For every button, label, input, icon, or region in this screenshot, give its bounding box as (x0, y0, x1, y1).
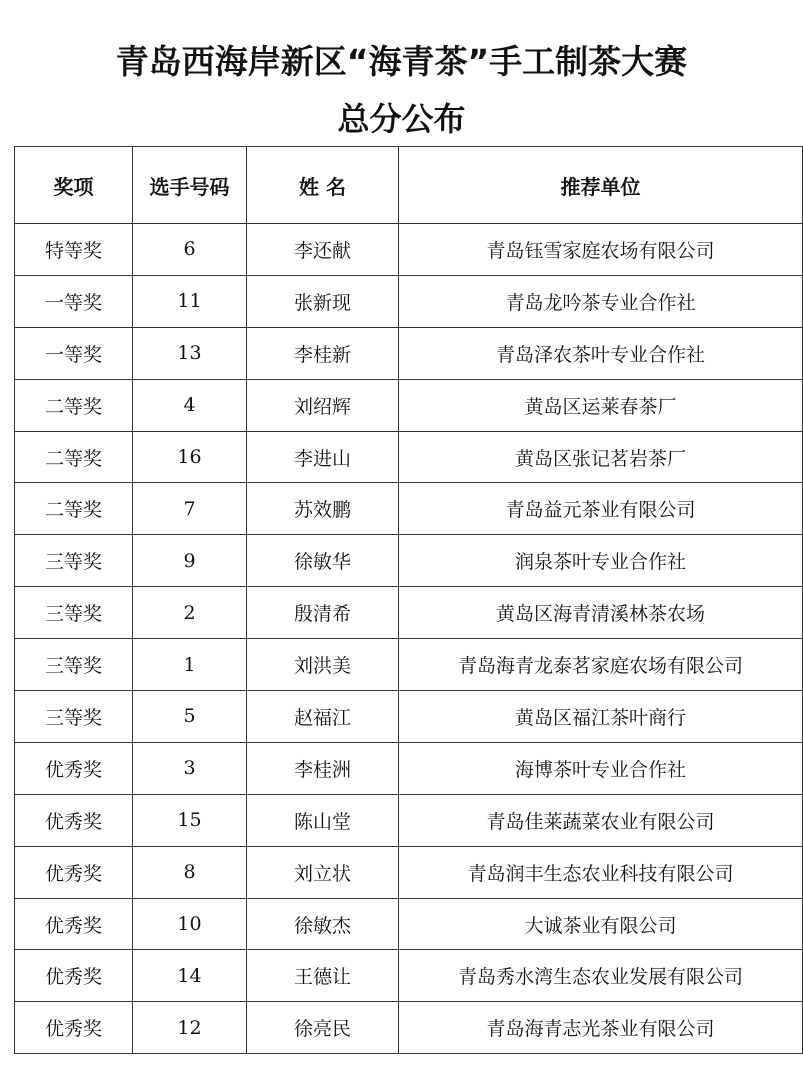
cell-number: 6 (133, 224, 247, 276)
cell-number: 14 (133, 950, 247, 1002)
table-row (15, 1002, 803, 1054)
cell-name: 李还献 (247, 224, 399, 276)
cell-name: 刘洪美 (247, 639, 399, 691)
cell-name: 苏效鹏 (247, 483, 399, 535)
cell-award: 二等奖 (15, 431, 133, 483)
cell-name: 徐亮民 (247, 1002, 399, 1054)
cell-name: 徐敏杰 (247, 898, 399, 950)
cell-award: 优秀奖 (15, 898, 133, 950)
cell-name: 张新现 (247, 275, 399, 327)
cell-name: 赵福江 (247, 691, 399, 743)
cell-award: 三等奖 (15, 587, 133, 639)
cell-award: 二等奖 (15, 483, 133, 535)
cell-number: 15 (133, 794, 247, 846)
cell-unit: 黄岛区福江茶叶商行 (399, 691, 803, 743)
cell-unit: 青岛海青龙泰茗家庭农场有限公司 (399, 639, 803, 691)
cell-unit: 黄岛区张记茗岩茶厂 (399, 431, 803, 483)
cell-unit: 青岛海青志光茶业有限公司 (399, 1002, 803, 1054)
document-title: 青岛西海岸新区“海青茶”手工制茶大赛 (115, 42, 688, 81)
cell-award: 一等奖 (15, 327, 133, 379)
cell-name: 殷清希 (247, 587, 399, 639)
table-row (15, 950, 803, 1002)
cell-name: 徐敏华 (247, 535, 399, 587)
cell-award: 优秀奖 (15, 950, 133, 1002)
table-row (15, 431, 803, 483)
table-row (15, 846, 803, 898)
header-name: 姓 名 (247, 147, 399, 224)
cell-name: 李桂新 (247, 327, 399, 379)
cell-name: 王德让 (247, 950, 399, 1002)
table-row (15, 898, 803, 950)
cell-award: 三等奖 (15, 691, 133, 743)
cell-name: 李桂洲 (247, 742, 399, 794)
cell-number: 13 (133, 327, 247, 379)
cell-unit: 海博茶叶专业合作社 (399, 742, 803, 794)
cell-unit: 青岛益元茶业有限公司 (399, 483, 803, 535)
cell-number: 1 (133, 639, 247, 691)
table-row (15, 587, 803, 639)
results-table (14, 146, 803, 1054)
cell-award: 优秀奖 (15, 742, 133, 794)
cell-number: 3 (133, 742, 247, 794)
cell-number: 7 (133, 483, 247, 535)
table-row (15, 535, 803, 587)
cell-unit: 黄岛区运莱春茶厂 (399, 379, 803, 431)
table-row (15, 794, 803, 846)
cell-number: 9 (133, 535, 247, 587)
cell-award: 二等奖 (15, 379, 133, 431)
header-award: 奖项 (15, 147, 133, 224)
table-row (15, 224, 803, 276)
table-header-row (15, 147, 803, 224)
cell-number: 2 (133, 587, 247, 639)
cell-number: 4 (133, 379, 247, 431)
table-row (15, 327, 803, 379)
cell-number: 12 (133, 1002, 247, 1054)
table-row (15, 639, 803, 691)
cell-unit: 青岛泽农茶叶专业合作社 (399, 327, 803, 379)
table-row (15, 742, 803, 794)
cell-name: 李进山 (247, 431, 399, 483)
header-number: 选手号码 (133, 147, 247, 224)
cell-name: 陈山堂 (247, 794, 399, 846)
cell-number: 10 (133, 898, 247, 950)
cell-award: 特等奖 (15, 224, 133, 276)
header-unit: 推荐单位 (399, 147, 803, 224)
cell-award: 三等奖 (15, 535, 133, 587)
cell-award: 三等奖 (15, 639, 133, 691)
cell-unit: 黄岛区海青清溪林茶农场 (399, 587, 803, 639)
cell-number: 16 (133, 431, 247, 483)
cell-unit: 青岛秀水湾生态农业发展有限公司 (399, 950, 803, 1002)
table-row (15, 379, 803, 431)
cell-number: 8 (133, 846, 247, 898)
cell-name: 刘立状 (247, 846, 399, 898)
cell-unit: 大诚茶业有限公司 (399, 898, 803, 950)
cell-unit: 青岛龙吟茶专业合作社 (399, 275, 803, 327)
cell-unit: 润泉茶叶专业合作社 (399, 535, 803, 587)
document-subtitle: 总分公布 (337, 100, 466, 138)
cell-award: 优秀奖 (15, 846, 133, 898)
cell-award: 优秀奖 (15, 1002, 133, 1054)
cell-unit: 青岛钰雪家庭农场有限公司 (399, 224, 803, 276)
cell-name: 刘绍辉 (247, 379, 399, 431)
cell-award: 一等奖 (15, 275, 133, 327)
cell-unit: 青岛润丰生态农业科技有限公司 (399, 846, 803, 898)
table-row (15, 483, 803, 535)
cell-award: 优秀奖 (15, 794, 133, 846)
cell-number: 11 (133, 275, 247, 327)
cell-unit: 青岛佳莱蔬菜农业有限公司 (399, 794, 803, 846)
cell-number: 5 (133, 691, 247, 743)
table-row (15, 691, 803, 743)
table-row (15, 275, 803, 327)
